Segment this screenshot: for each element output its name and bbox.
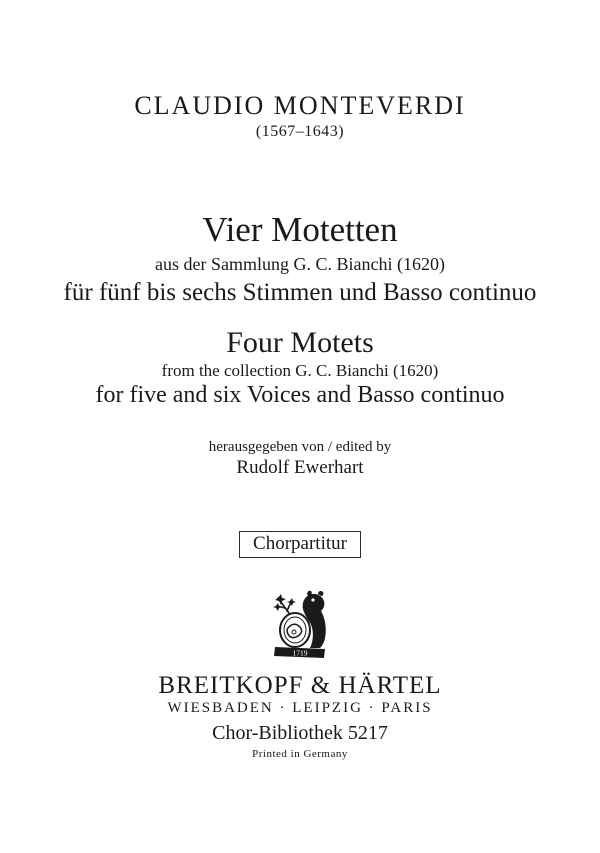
founding-year-label: 1719 [292, 648, 308, 658]
work-scoring-english: for five and six Voices and Basso continuo [95, 382, 505, 408]
work-subtitle-german: aus der Sammlung G. C. Bianchi (1620) [155, 254, 445, 274]
edition-type-label: Chorpartitur [239, 531, 361, 558]
editor-name: Rudolf Ewerhart [236, 457, 364, 478]
edition-type-frame [0, 531, 600, 558]
work-subtitle-english: from the collection G. C. Bianchi (1620) [161, 361, 439, 380]
work-title-german: Vier Motetten [202, 210, 398, 249]
breitkopf-haertel-bear-emblem-icon [263, 588, 337, 662]
publisher-logo [0, 588, 600, 666]
work-title-english: Four Motets [226, 326, 374, 359]
series-number: Chor-Bibliothek 5217 [212, 722, 388, 744]
work-scoring-german: für fünf bis sechs Stimmen und Basso continuo [63, 279, 537, 306]
publisher-name: BREITKOPF & HÄRTEL [158, 672, 442, 699]
printed-in-germany-note: Printed in Germany [252, 748, 348, 760]
composer-name: CLAUDIO MONTEVERDI [134, 91, 466, 120]
composer-dates: (1567–1643) [255, 123, 345, 140]
publisher-cities: WIESBADEN · LEIPZIG · PARIS [167, 700, 433, 716]
editor-credit-label: herausgegeben von / edited by [208, 439, 392, 455]
